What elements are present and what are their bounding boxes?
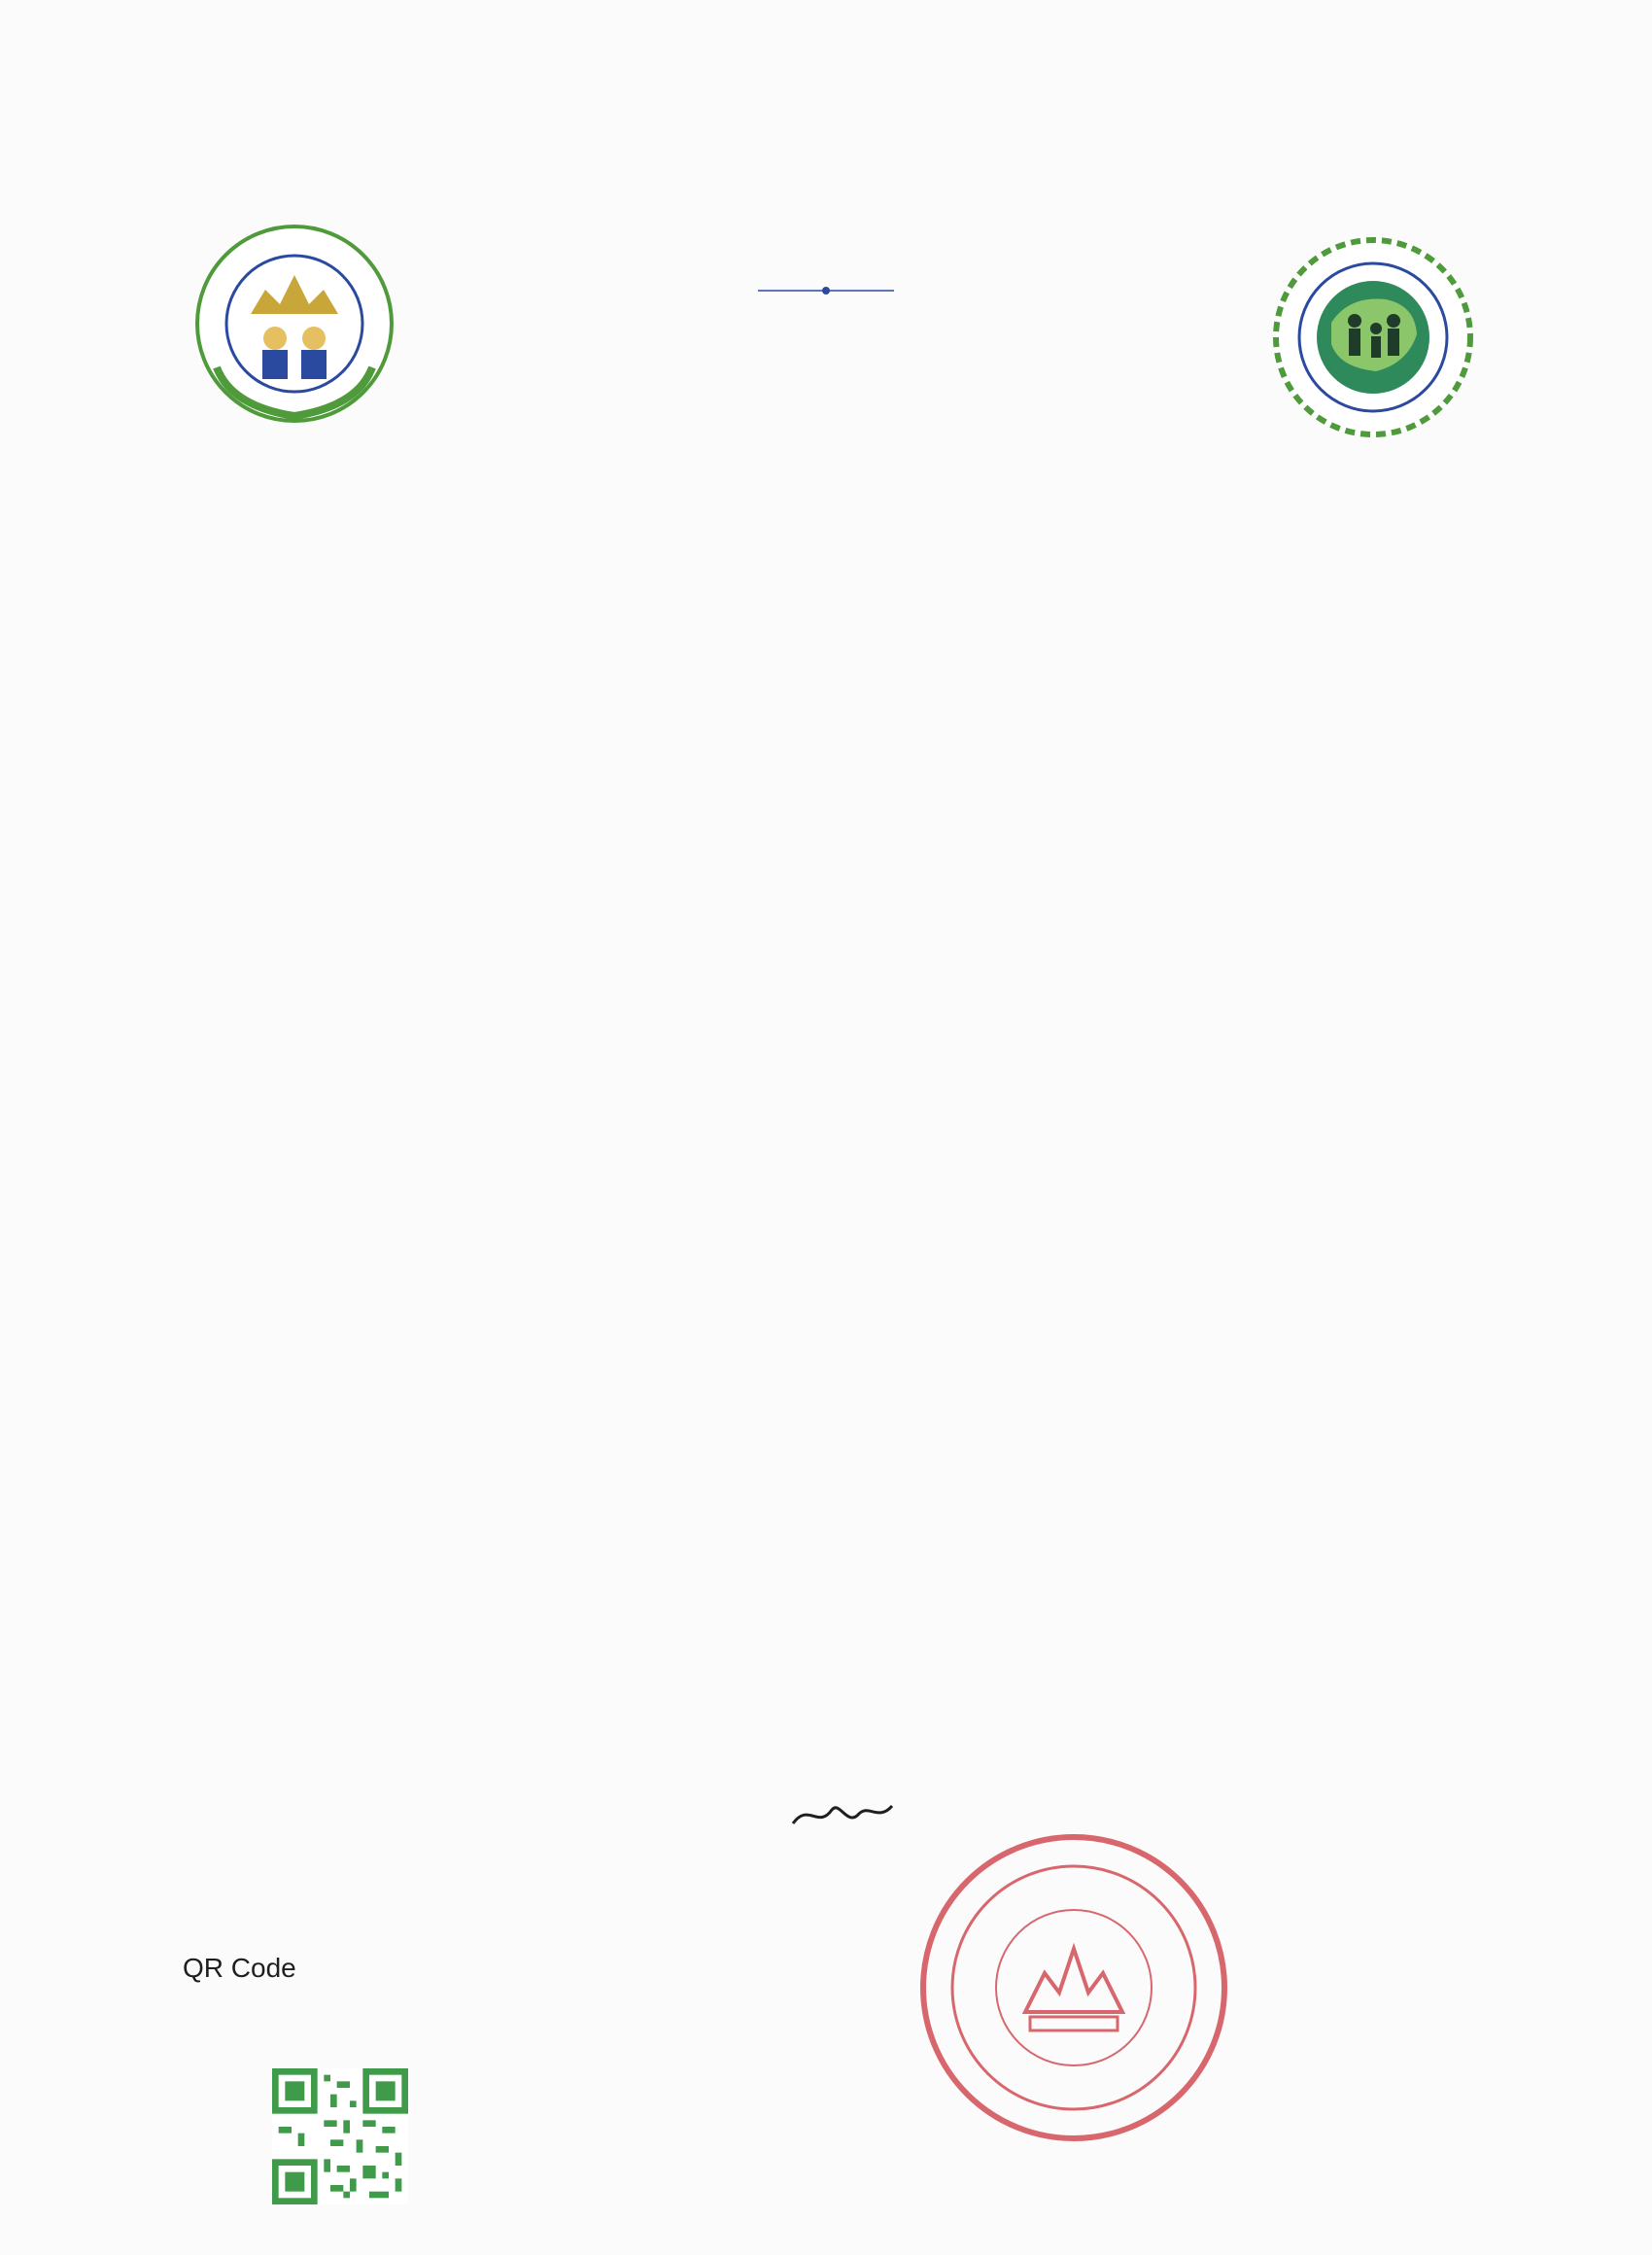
divider-ornament [758, 284, 894, 297]
list-item [239, 1269, 1481, 1322]
list-item [239, 1678, 1481, 1730]
qr-note-line2 [183, 1944, 552, 1993]
attendee-list [239, 1269, 1481, 1736]
list-item [239, 1561, 1481, 1613]
handwritten-signature-icon [789, 1794, 896, 1833]
qr-download-note [183, 1944, 552, 1993]
list-item [239, 1503, 1481, 1555]
family-map-emblem-icon [1271, 235, 1475, 439]
official-seal-icon [913, 1827, 1234, 2148]
list-item [239, 1444, 1481, 1497]
list-item [239, 1328, 1481, 1380]
qr-code-icon[interactable] [272, 2068, 408, 2204]
list-item [239, 1619, 1481, 1672]
qr-code-label: QR Code [183, 1953, 296, 1983]
council-children-emblem-icon [192, 222, 396, 426]
list-item [239, 1386, 1481, 1439]
